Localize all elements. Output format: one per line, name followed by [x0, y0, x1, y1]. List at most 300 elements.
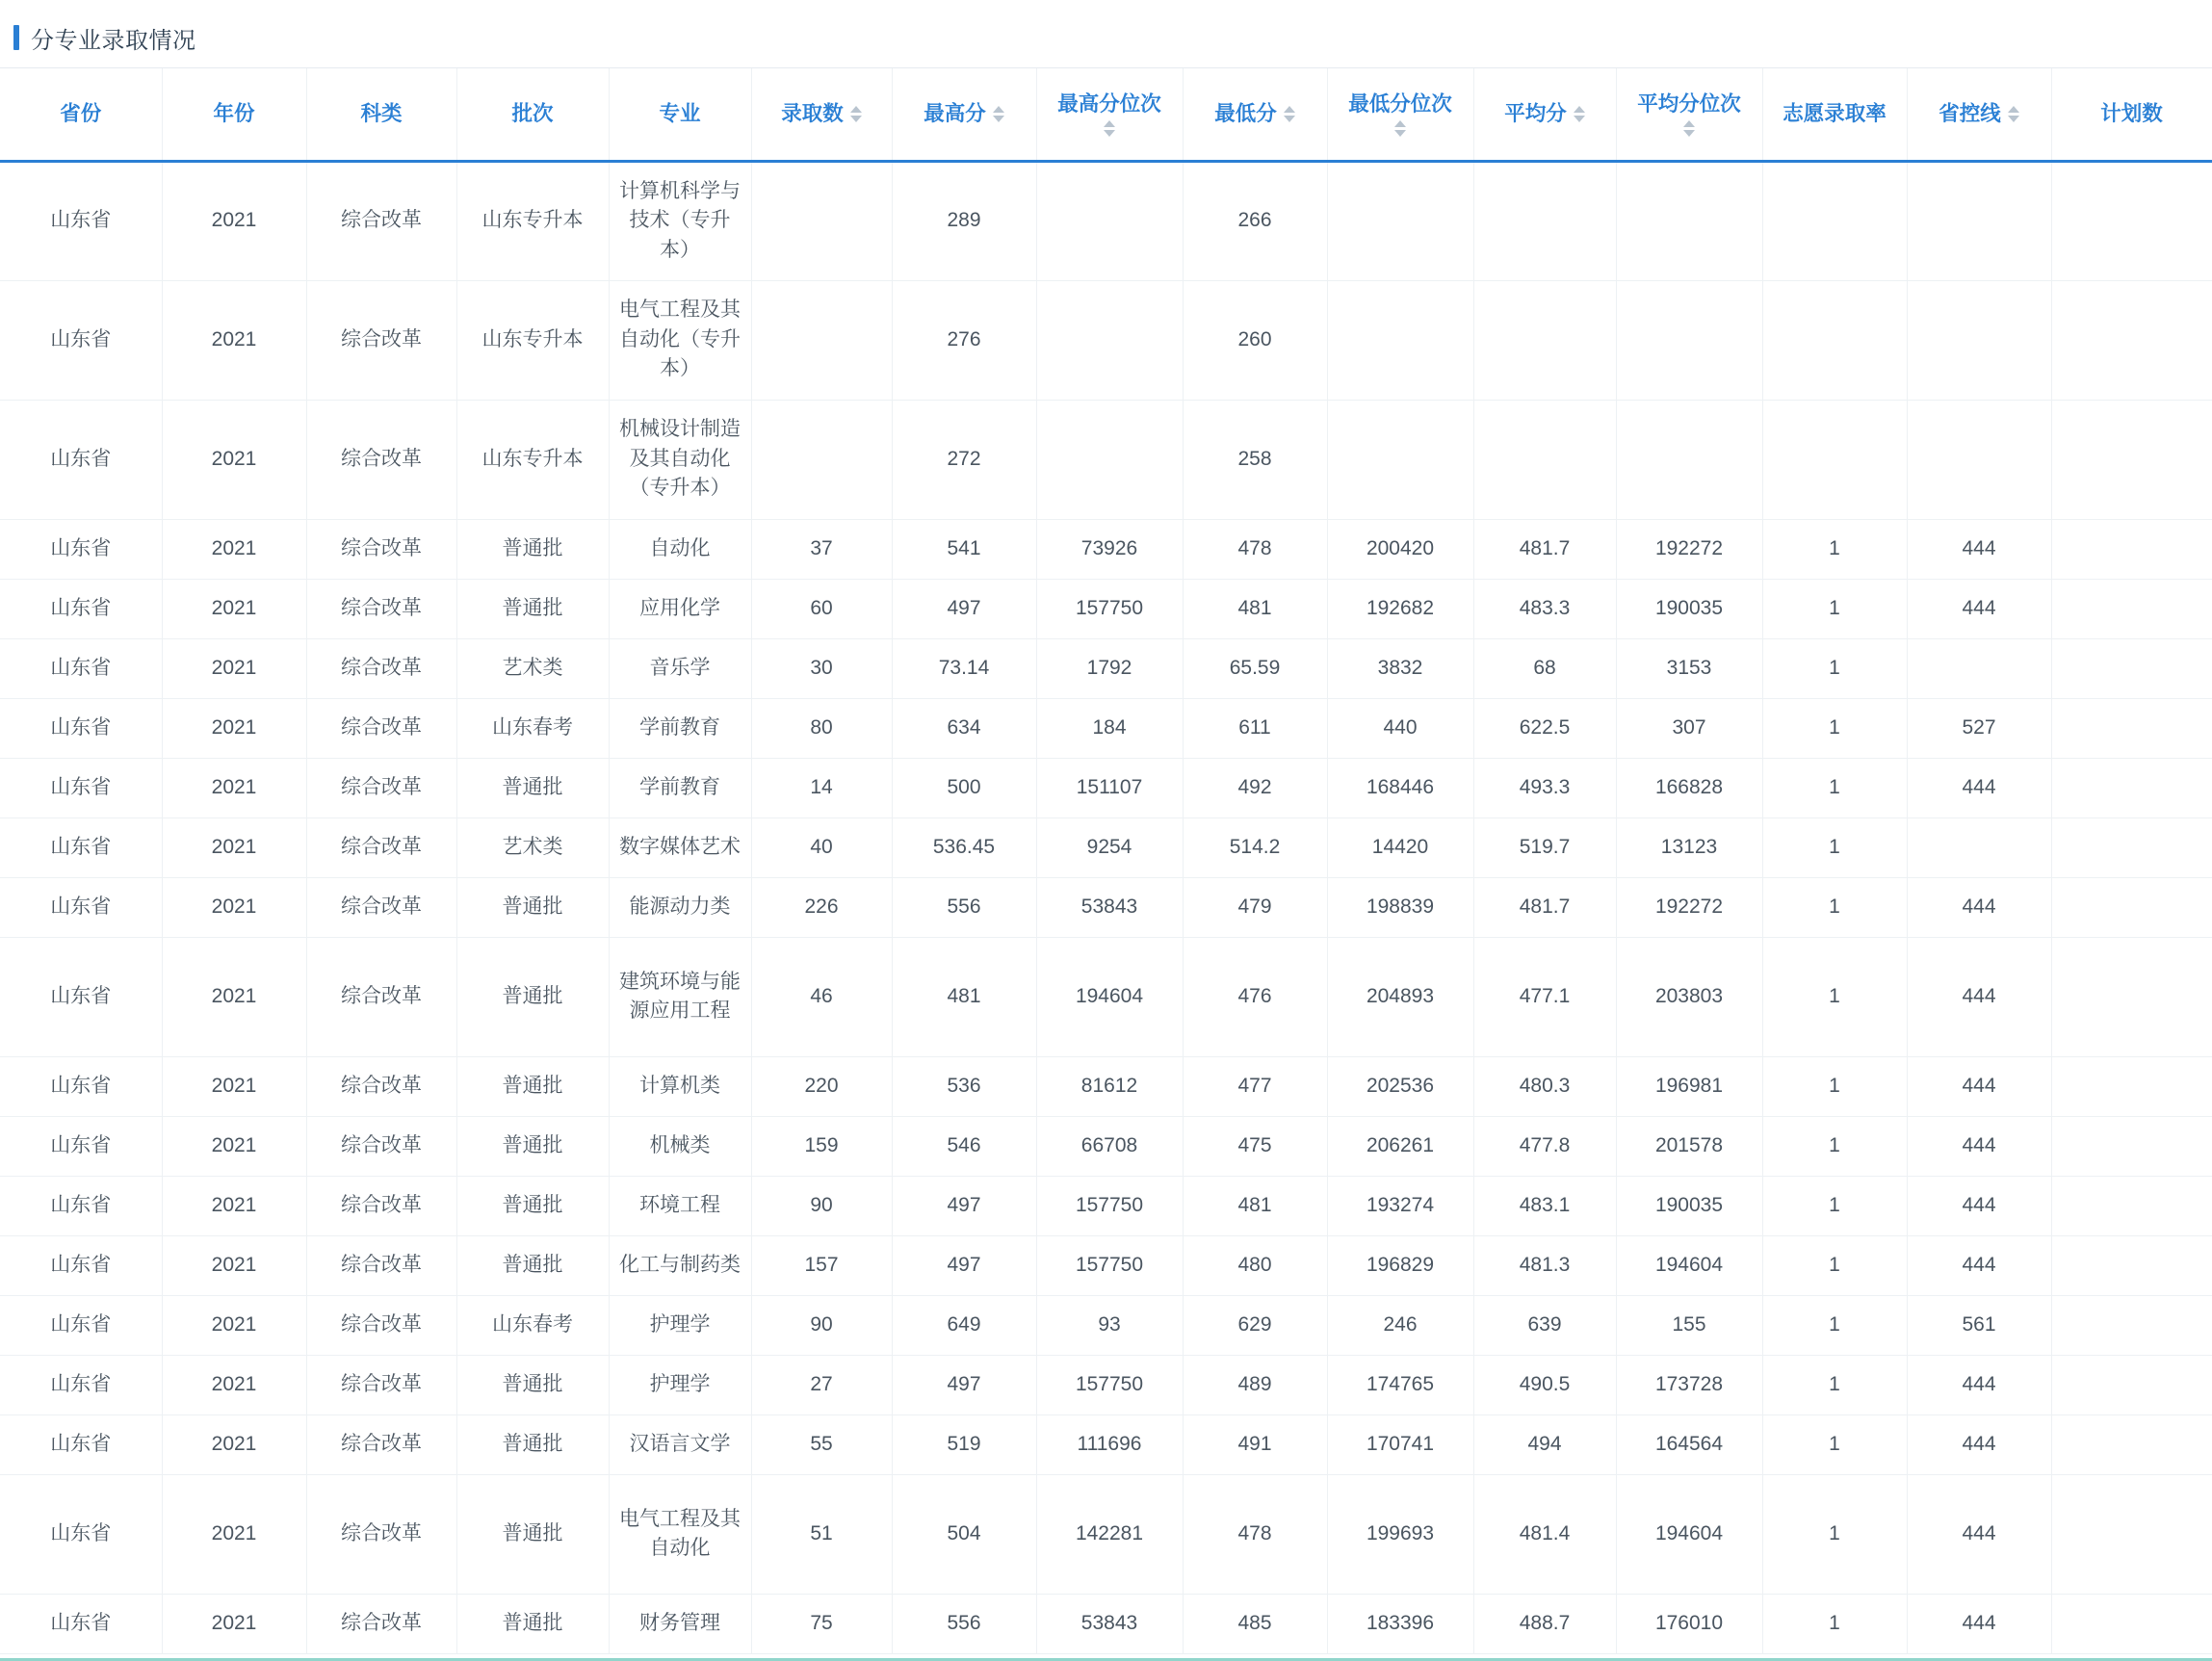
- table-cell: 山东省: [0, 161, 162, 280]
- table-cell: 山东省: [0, 1474, 162, 1594]
- table-cell: 444: [1907, 1235, 2051, 1295]
- column-header-label: 科类: [360, 101, 403, 125]
- table-cell: 444: [1907, 1176, 2051, 1235]
- table-cell: 444: [1907, 1116, 2051, 1176]
- table-cell: 化工与制药类: [609, 1235, 751, 1295]
- table-cell: [1327, 280, 1473, 400]
- column-header-7[interactable]: [1036, 68, 1183, 161]
- table-cell: 山东省: [0, 638, 162, 698]
- table-cell: 444: [1907, 937, 2051, 1056]
- table-cell: 综合改革: [306, 400, 456, 519]
- table-cell: 山东省: [0, 1056, 162, 1116]
- table-cell: 477.1: [1473, 937, 1616, 1056]
- sort-toggle-icon[interactable]: [1104, 120, 1115, 137]
- table-cell: 546: [892, 1116, 1036, 1176]
- table-cell: 财务管理: [609, 1594, 751, 1653]
- table-cell: [751, 161, 892, 280]
- table-cell: 综合改革: [306, 1056, 456, 1116]
- table-row: [0, 280, 2212, 400]
- table-cell: 190035: [1616, 1176, 1762, 1235]
- table-cell: 488.7: [1473, 1594, 1616, 1653]
- table-cell: 2021: [162, 519, 306, 579]
- table-cell: 2021: [162, 638, 306, 698]
- table-cell: [1762, 280, 1907, 400]
- table-cell: 202536: [1327, 1056, 1473, 1116]
- table-row: [0, 400, 2212, 519]
- table-cell: 173728: [1616, 1355, 1762, 1414]
- table-cell: 计算机类: [609, 1056, 751, 1116]
- table-cell: 普通批: [456, 758, 609, 818]
- table-row: [0, 937, 2212, 1056]
- table-cell: [2051, 877, 2212, 937]
- table-cell: 2021: [162, 937, 306, 1056]
- table-cell: 学前教育: [609, 698, 751, 758]
- table-cell: 1792: [1036, 638, 1183, 698]
- table-cell: 170741: [1327, 1414, 1473, 1474]
- table-cell: 73926: [1036, 519, 1183, 579]
- table-cell: 166828: [1616, 758, 1762, 818]
- table-cell: 护理学: [609, 1355, 751, 1414]
- table-cell: [2051, 161, 2212, 280]
- table-cell: 山东春考: [456, 1295, 609, 1355]
- table-cell: 2021: [162, 579, 306, 638]
- table-cell: 音乐学: [609, 638, 751, 698]
- table-cell: [2051, 1295, 2212, 1355]
- table-cell: 193274: [1327, 1176, 1473, 1235]
- table-cell: [1762, 400, 1907, 519]
- table-cell: 480: [1183, 1235, 1327, 1295]
- table-cell: 1: [1762, 1116, 1907, 1176]
- table-cell: 自动化: [609, 519, 751, 579]
- table-cell: 556: [892, 877, 1036, 937]
- table-cell: 73.14: [892, 638, 1036, 698]
- table-cell: [2051, 1235, 2212, 1295]
- table-cell: 196829: [1327, 1235, 1473, 1295]
- table-cell: 2021: [162, 1295, 306, 1355]
- table-cell: 1: [1762, 937, 1907, 1056]
- column-header-12: [1762, 68, 1907, 161]
- table-cell: 山东省: [0, 280, 162, 400]
- table-cell: 机械设计制造及其自动化（专升本）: [609, 400, 751, 519]
- column-header-label: 年份: [213, 101, 255, 125]
- table-row: [0, 758, 2212, 818]
- table-cell: 2021: [162, 400, 306, 519]
- page-title: 分专业录取情况: [31, 27, 196, 54]
- table-cell: 493.3: [1473, 758, 1616, 818]
- table-cell: 1: [1762, 1594, 1907, 1653]
- table-cell: [1036, 280, 1183, 400]
- table-cell: [2051, 638, 2212, 698]
- section-accent-bar: [13, 25, 19, 50]
- table-cell: 199693: [1327, 1474, 1473, 1594]
- table-cell: 196981: [1616, 1056, 1762, 1116]
- table-cell: 1: [1762, 1355, 1907, 1414]
- table-cell: 9254: [1036, 818, 1183, 877]
- table-cell: 481.3: [1473, 1235, 1616, 1295]
- table-cell: 80: [751, 698, 892, 758]
- column-header-label: 省份: [60, 101, 102, 125]
- sort-toggle-icon[interactable]: [2008, 106, 2019, 122]
- table-cell: 157750: [1036, 1176, 1183, 1235]
- table-cell: 81612: [1036, 1056, 1183, 1116]
- table-cell: 307: [1616, 698, 1762, 758]
- table-cell: 电气工程及其自动化: [609, 1474, 751, 1594]
- table-cell: 2021: [162, 1176, 306, 1235]
- sort-toggle-icon[interactable]: [993, 106, 1004, 122]
- table-cell: 山东省: [0, 758, 162, 818]
- table-cell: 1: [1762, 1235, 1907, 1295]
- table-cell: 68: [1473, 638, 1616, 698]
- table-cell: 综合改革: [306, 519, 456, 579]
- table-cell: 142281: [1036, 1474, 1183, 1594]
- table-cell: 203803: [1616, 937, 1762, 1056]
- table-cell: 476: [1183, 937, 1327, 1056]
- table-cell: 数字媒体艺术: [609, 818, 751, 877]
- column-header-6[interactable]: [892, 68, 1036, 161]
- table-cell: 1: [1762, 638, 1907, 698]
- table-cell: 普通批: [456, 1414, 609, 1474]
- table-cell: 492: [1183, 758, 1327, 818]
- table-cell: 489: [1183, 1355, 1327, 1414]
- table-header: [0, 68, 2212, 161]
- table-cell: 192272: [1616, 877, 1762, 937]
- table-cell: 634: [892, 698, 1036, 758]
- column-header-11[interactable]: [1616, 68, 1762, 161]
- table-cell: 226: [751, 877, 892, 937]
- table-row: [0, 698, 2212, 758]
- table-cell: 176010: [1616, 1594, 1762, 1653]
- table-cell: 266: [1183, 161, 1327, 280]
- table-cell: 山东省: [0, 1355, 162, 1414]
- table-cell: 190035: [1616, 579, 1762, 638]
- table-cell: 168446: [1327, 758, 1473, 818]
- table-cell: 2021: [162, 280, 306, 400]
- table-cell: 194604: [1616, 1235, 1762, 1295]
- table-cell: [2051, 1414, 2212, 1474]
- admission-table: [0, 68, 2212, 1654]
- table-cell: 艺术类: [456, 818, 609, 877]
- table-cell: 综合改革: [306, 638, 456, 698]
- table-cell: [2051, 1594, 2212, 1653]
- table-cell: [1036, 161, 1183, 280]
- table-cell: 山东省: [0, 579, 162, 638]
- table-cell: 111696: [1036, 1414, 1183, 1474]
- table-cell: 497: [892, 1176, 1036, 1235]
- table-cell: 198839: [1327, 877, 1473, 937]
- column-header-4: [609, 68, 751, 161]
- page-container: [0, 8, 2212, 1661]
- table-cell: 477: [1183, 1056, 1327, 1116]
- table-cell: 1: [1762, 818, 1907, 877]
- table-cell: 2021: [162, 1056, 306, 1116]
- table-cell: 山东省: [0, 1414, 162, 1474]
- table-cell: 276: [892, 280, 1036, 400]
- table-cell: 学前教育: [609, 758, 751, 818]
- table-cell: 159: [751, 1116, 892, 1176]
- table-cell: 普通批: [456, 1474, 609, 1594]
- table-cell: 536: [892, 1056, 1036, 1116]
- table-cell: 157750: [1036, 579, 1183, 638]
- table-cell: 1: [1762, 877, 1907, 937]
- column-header-8[interactable]: [1183, 68, 1327, 161]
- table-cell: [1616, 400, 1762, 519]
- table-cell: [1327, 161, 1473, 280]
- table-cell: 普通批: [456, 1056, 609, 1116]
- table-cell: 14: [751, 758, 892, 818]
- column-header-14: [2051, 68, 2212, 161]
- table-cell: 53843: [1036, 1594, 1183, 1653]
- table-cell: 30: [751, 638, 892, 698]
- table-cell: 山东专升本: [456, 280, 609, 400]
- table-cell: 481.4: [1473, 1474, 1616, 1594]
- table-cell: 194604: [1036, 937, 1183, 1056]
- table-cell: 1: [1762, 1176, 1907, 1235]
- table-cell: 157: [751, 1235, 892, 1295]
- table-cell: 山东春考: [456, 698, 609, 758]
- table-cell: 481.7: [1473, 877, 1616, 937]
- table-cell: 260: [1183, 280, 1327, 400]
- table-cell: 艺术类: [456, 638, 609, 698]
- table-row: [0, 1056, 2212, 1116]
- table-cell: 192682: [1327, 579, 1473, 638]
- table-row: [0, 579, 2212, 638]
- column-header-5[interactable]: [751, 68, 892, 161]
- table-cell: 90: [751, 1176, 892, 1235]
- sort-toggle-icon[interactable]: [1394, 120, 1406, 137]
- table-cell: 建筑环境与能源应用工程: [609, 937, 751, 1056]
- table-row: [0, 161, 2212, 280]
- table-cell: 93: [1036, 1295, 1183, 1355]
- column-header-9[interactable]: [1327, 68, 1473, 161]
- table-cell: 综合改革: [306, 1116, 456, 1176]
- table-row: [0, 1116, 2212, 1176]
- table-row: [0, 1594, 2212, 1653]
- table-cell: 289: [892, 161, 1036, 280]
- table-cell: 497: [892, 1355, 1036, 1414]
- table-cell: 2021: [162, 1116, 306, 1176]
- table-cell: 普通批: [456, 1594, 609, 1653]
- table-cell: 151107: [1036, 758, 1183, 818]
- column-header-label: 专业: [659, 101, 701, 125]
- table-cell: 272: [892, 400, 1036, 519]
- table-cell: 2021: [162, 758, 306, 818]
- table-cell: 504: [892, 1474, 1036, 1594]
- table-cell: 192272: [1616, 519, 1762, 579]
- table-cell: 440: [1327, 698, 1473, 758]
- table-row: [0, 638, 2212, 698]
- table-cell: 3153: [1616, 638, 1762, 698]
- table-cell: 2021: [162, 1235, 306, 1295]
- sort-toggle-icon[interactable]: [1284, 106, 1295, 122]
- table-cell: [1473, 280, 1616, 400]
- table-cell: 480.3: [1473, 1056, 1616, 1116]
- table-row: [0, 877, 2212, 937]
- table-cell: 497: [892, 579, 1036, 638]
- table-cell: 综合改革: [306, 1176, 456, 1235]
- table-cell: 478: [1183, 519, 1327, 579]
- table-cell: 环境工程: [609, 1176, 751, 1235]
- table-cell: 能源动力类: [609, 877, 751, 937]
- table-cell: 53843: [1036, 877, 1183, 937]
- table-cell: 444: [1907, 877, 2051, 937]
- table-cell: 155: [1616, 1295, 1762, 1355]
- sort-toggle-icon[interactable]: [850, 106, 862, 122]
- table-cell: 204893: [1327, 937, 1473, 1056]
- table-cell: 山东省: [0, 1116, 162, 1176]
- table-cell: [1473, 400, 1616, 519]
- table-cell: 综合改革: [306, 1295, 456, 1355]
- table-cell: 75: [751, 1594, 892, 1653]
- table-cell: [1473, 161, 1616, 280]
- table-cell: 479: [1183, 877, 1327, 937]
- table-cell: 40: [751, 818, 892, 877]
- table-cell: [2051, 1056, 2212, 1116]
- table-cell: 3832: [1327, 638, 1473, 698]
- table-cell: [2051, 579, 2212, 638]
- table-cell: 综合改革: [306, 161, 456, 280]
- table-cell: 444: [1907, 519, 2051, 579]
- table-header-row: [0, 68, 2212, 161]
- table-cell: 1: [1762, 579, 1907, 638]
- table-cell: 普通批: [456, 877, 609, 937]
- table-cell: [2051, 937, 2212, 1056]
- table-cell: 444: [1907, 1594, 2051, 1653]
- table-cell: 514.2: [1183, 818, 1327, 877]
- table-cell: 山东省: [0, 400, 162, 519]
- column-header-label: 平均分: [1504, 101, 1567, 125]
- table-cell: 综合改革: [306, 1414, 456, 1474]
- table-cell: 629: [1183, 1295, 1327, 1355]
- table-cell: 536.45: [892, 818, 1036, 877]
- table-cell: 1: [1762, 758, 1907, 818]
- table-cell: 183396: [1327, 1594, 1473, 1653]
- column-header-label: 计划数: [2100, 101, 2163, 125]
- table-cell: 1: [1762, 519, 1907, 579]
- table-cell: 普通批: [456, 937, 609, 1056]
- column-header-10[interactable]: [1473, 68, 1616, 161]
- table-cell: 27: [751, 1355, 892, 1414]
- table-cell: 1: [1762, 1414, 1907, 1474]
- table-cell: 山东省: [0, 937, 162, 1056]
- table-cell: [2051, 1474, 2212, 1594]
- table-cell: 483.1: [1473, 1176, 1616, 1235]
- table-cell: [2051, 280, 2212, 400]
- table-cell: [2051, 1176, 2212, 1235]
- column-header-label: 批次: [511, 101, 554, 125]
- table-cell: 491: [1183, 1414, 1327, 1474]
- table-cell: 649: [892, 1295, 1036, 1355]
- table-cell: 综合改革: [306, 280, 456, 400]
- table-cell: 485: [1183, 1594, 1327, 1653]
- table-cell: 483.3: [1473, 579, 1616, 638]
- table-row: [0, 1176, 2212, 1235]
- table-cell: 综合改革: [306, 877, 456, 937]
- table-cell: 2021: [162, 1414, 306, 1474]
- table-cell: [1907, 818, 2051, 877]
- table-cell: 494: [1473, 1414, 1616, 1474]
- table-cell: [2051, 1116, 2212, 1176]
- table-cell: 13123: [1616, 818, 1762, 877]
- table-cell: 46: [751, 937, 892, 1056]
- table-cell: 519.7: [1473, 818, 1616, 877]
- table-cell: [2051, 400, 2212, 519]
- table-cell: 14420: [1327, 818, 1473, 877]
- column-header-13[interactable]: [1907, 68, 2051, 161]
- table-cell: 206261: [1327, 1116, 1473, 1176]
- table-cell: 应用化学: [609, 579, 751, 638]
- sort-toggle-icon[interactable]: [1574, 106, 1585, 122]
- table-cell: 普通批: [456, 579, 609, 638]
- table-cell: 194604: [1616, 1474, 1762, 1594]
- sort-toggle-icon[interactable]: [1683, 120, 1695, 137]
- table-cell: 500: [892, 758, 1036, 818]
- column-header-label: 最低分位次: [1348, 91, 1452, 116]
- table-cell: 山东省: [0, 1235, 162, 1295]
- table-cell: 1: [1762, 1474, 1907, 1594]
- column-header-label: 最低分: [1214, 101, 1277, 125]
- table-cell: [751, 400, 892, 519]
- table-cell: 246: [1327, 1295, 1473, 1355]
- table-cell: 497: [892, 1235, 1036, 1295]
- column-header-1: [162, 68, 306, 161]
- table-cell: 2021: [162, 1474, 306, 1594]
- table-cell: 220: [751, 1056, 892, 1116]
- table-cell: 201578: [1616, 1116, 1762, 1176]
- column-header-label: 录取数: [781, 101, 844, 125]
- column-header-0: [0, 68, 162, 161]
- table-cell: 481.7: [1473, 519, 1616, 579]
- table-cell: [751, 280, 892, 400]
- table-cell: 481: [1183, 579, 1327, 638]
- table-cell: 66708: [1036, 1116, 1183, 1176]
- table-cell: 611: [1183, 698, 1327, 758]
- table-cell: 561: [1907, 1295, 2051, 1355]
- table-cell: 55: [751, 1414, 892, 1474]
- table-cell: 山东省: [0, 818, 162, 877]
- table-cell: 机械类: [609, 1116, 751, 1176]
- table-cell: [2051, 818, 2212, 877]
- table-cell: 200420: [1327, 519, 1473, 579]
- table-cell: 37: [751, 519, 892, 579]
- bottom-divider: [0, 1658, 2212, 1661]
- table-cell: 65.59: [1183, 638, 1327, 698]
- table-cell: 51: [751, 1474, 892, 1594]
- table-cell: 电气工程及其自动化（专升本）: [609, 280, 751, 400]
- table-cell: [2051, 519, 2212, 579]
- table-cell: [2051, 1355, 2212, 1414]
- table-cell: 普通批: [456, 1235, 609, 1295]
- table-cell: 综合改革: [306, 818, 456, 877]
- table-cell: 综合改革: [306, 1355, 456, 1414]
- table-cell: 444: [1907, 1474, 2051, 1594]
- table-cell: [1036, 400, 1183, 519]
- table-cell: 481: [892, 937, 1036, 1056]
- table-cell: 184: [1036, 698, 1183, 758]
- table-row: [0, 1414, 2212, 1474]
- column-header-label: 志愿录取率: [1783, 101, 1887, 125]
- table-row: [0, 1474, 2212, 1594]
- table-cell: 444: [1907, 1414, 2051, 1474]
- table-cell: 2021: [162, 877, 306, 937]
- section-header: [0, 8, 2212, 67]
- table-cell: [2051, 698, 2212, 758]
- table-cell: 527: [1907, 698, 2051, 758]
- table-cell: 444: [1907, 1355, 2051, 1414]
- column-header-2: [306, 68, 456, 161]
- table-cell: 2021: [162, 1594, 306, 1653]
- table-row: [0, 519, 2212, 579]
- table-cell: 2021: [162, 818, 306, 877]
